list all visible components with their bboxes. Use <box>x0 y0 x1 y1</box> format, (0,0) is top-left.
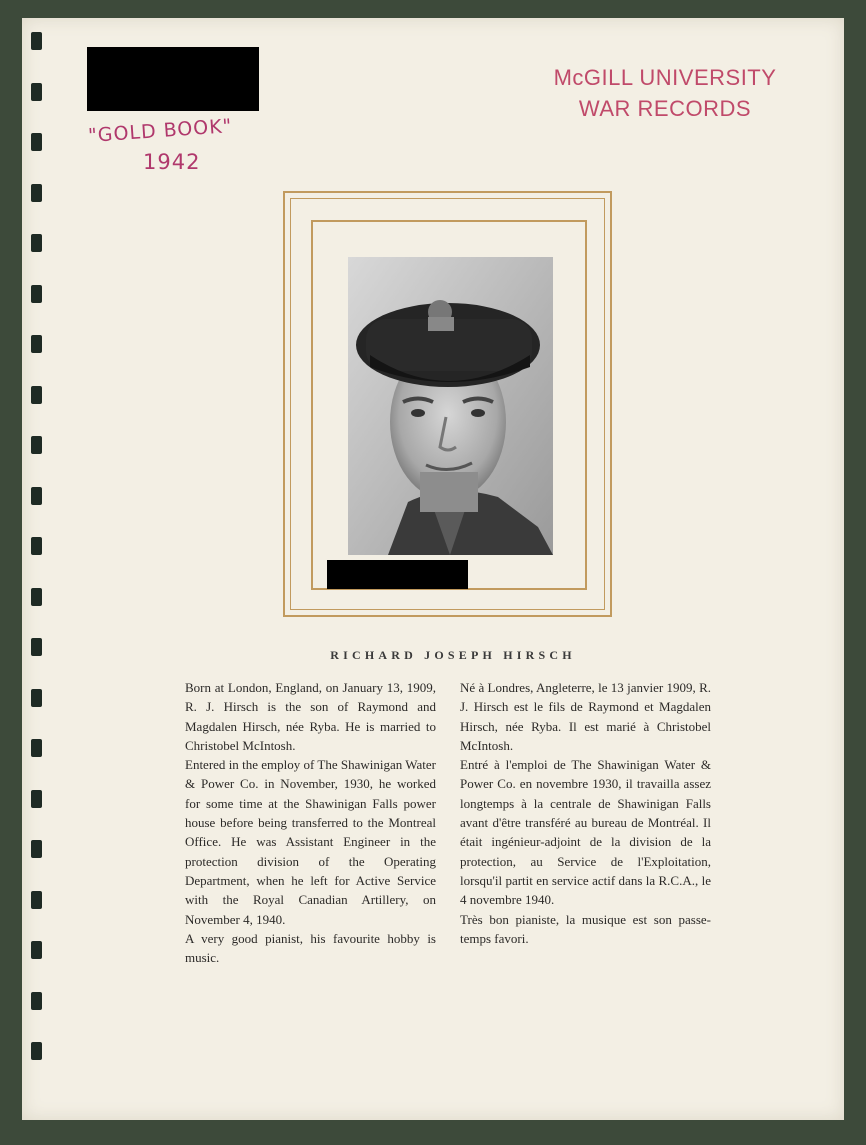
binder-hole <box>31 537 42 555</box>
stamp-line-1: McGILL UNIVERSITY <box>553 65 777 90</box>
binder-hole <box>31 992 42 1010</box>
portrait-illustration <box>348 257 553 555</box>
french-column <box>460 678 711 948</box>
binder-hole <box>31 83 42 101</box>
french-paragraph-hobby: Très bon pianiste, la musique est son passe-temps favori. <box>460 911 711 946</box>
redaction-top-left <box>87 47 259 111</box>
portrait-photo <box>348 257 553 555</box>
binder-holes <box>0 0 40 1145</box>
binder-hole <box>31 941 42 959</box>
binder-hole <box>31 184 42 202</box>
english-paragraph-birth: Born at London, England, on January 13, 1909, R. J. Hirsch is the son of Raymond and Magdalen Hirsch, née Ryba. He is married to Christobel McIntosh. <box>185 680 436 753</box>
french-paragraph-career: Entré à l'emploi de The Shawinigan Water & Power Co. en novembre 1930, il travailla assez longtemps à la centrale de Shawinigan Falls avant d'être transféré au bureau de Montréal. Il était ingénieur-adjoint de la division de la protection, au Service de l'Exploitation, lorsqu'il partit en service actif dans la R.C.A., le 4 novembre 1940. <box>460 757 711 908</box>
stamp-line-2: WAR RECORDS <box>578 96 752 121</box>
english-column <box>185 678 436 967</box>
handwritten-year: 1942 <box>143 150 201 174</box>
person-name: RICHARD JOSEPH HIRSCH <box>330 648 576 662</box>
binder-hole <box>31 790 42 808</box>
binder-hole <box>31 840 42 858</box>
binder-hole <box>31 739 42 757</box>
french-paragraph-birth: Né à Londres, Angleterre, le 13 janvier 1909, R. J. Hirsch est le fils de Raymond et Magdalen Hirsch, née Ryba. Il est marié à Christobel McIntosh. <box>460 680 711 753</box>
handwritten-title: "GOLD BOOK" <box>87 114 234 148</box>
redaction-photo-caption <box>327 560 468 589</box>
binder-hole <box>31 32 42 50</box>
binder-hole <box>31 588 42 606</box>
binder-hole <box>31 689 42 707</box>
english-paragraph-hobby: A very good pianist, his favourite hobby is music. <box>185 930 436 966</box>
english-paragraph-career: Entered in the employ of The Shawinigan Water & Power Co. in November, 1930, he worked for some time at the Shawinigan Falls power house before being transferred to the Montreal Office. He was Assistant Engineer in the protection division of the Operating Department, when he left for Active Service with the Royal Canadian Artillery, on November 4, 1940. <box>185 757 436 927</box>
binder-hole <box>31 386 42 404</box>
binder-hole <box>31 436 42 454</box>
binder-hole <box>31 891 42 909</box>
binder-hole <box>31 133 42 151</box>
binder-hole <box>31 285 42 303</box>
binder-hole <box>31 1042 42 1060</box>
binder-hole <box>31 335 42 353</box>
war-records-stamp <box>520 62 810 124</box>
binder-hole <box>31 234 42 252</box>
binder-hole <box>31 487 42 505</box>
